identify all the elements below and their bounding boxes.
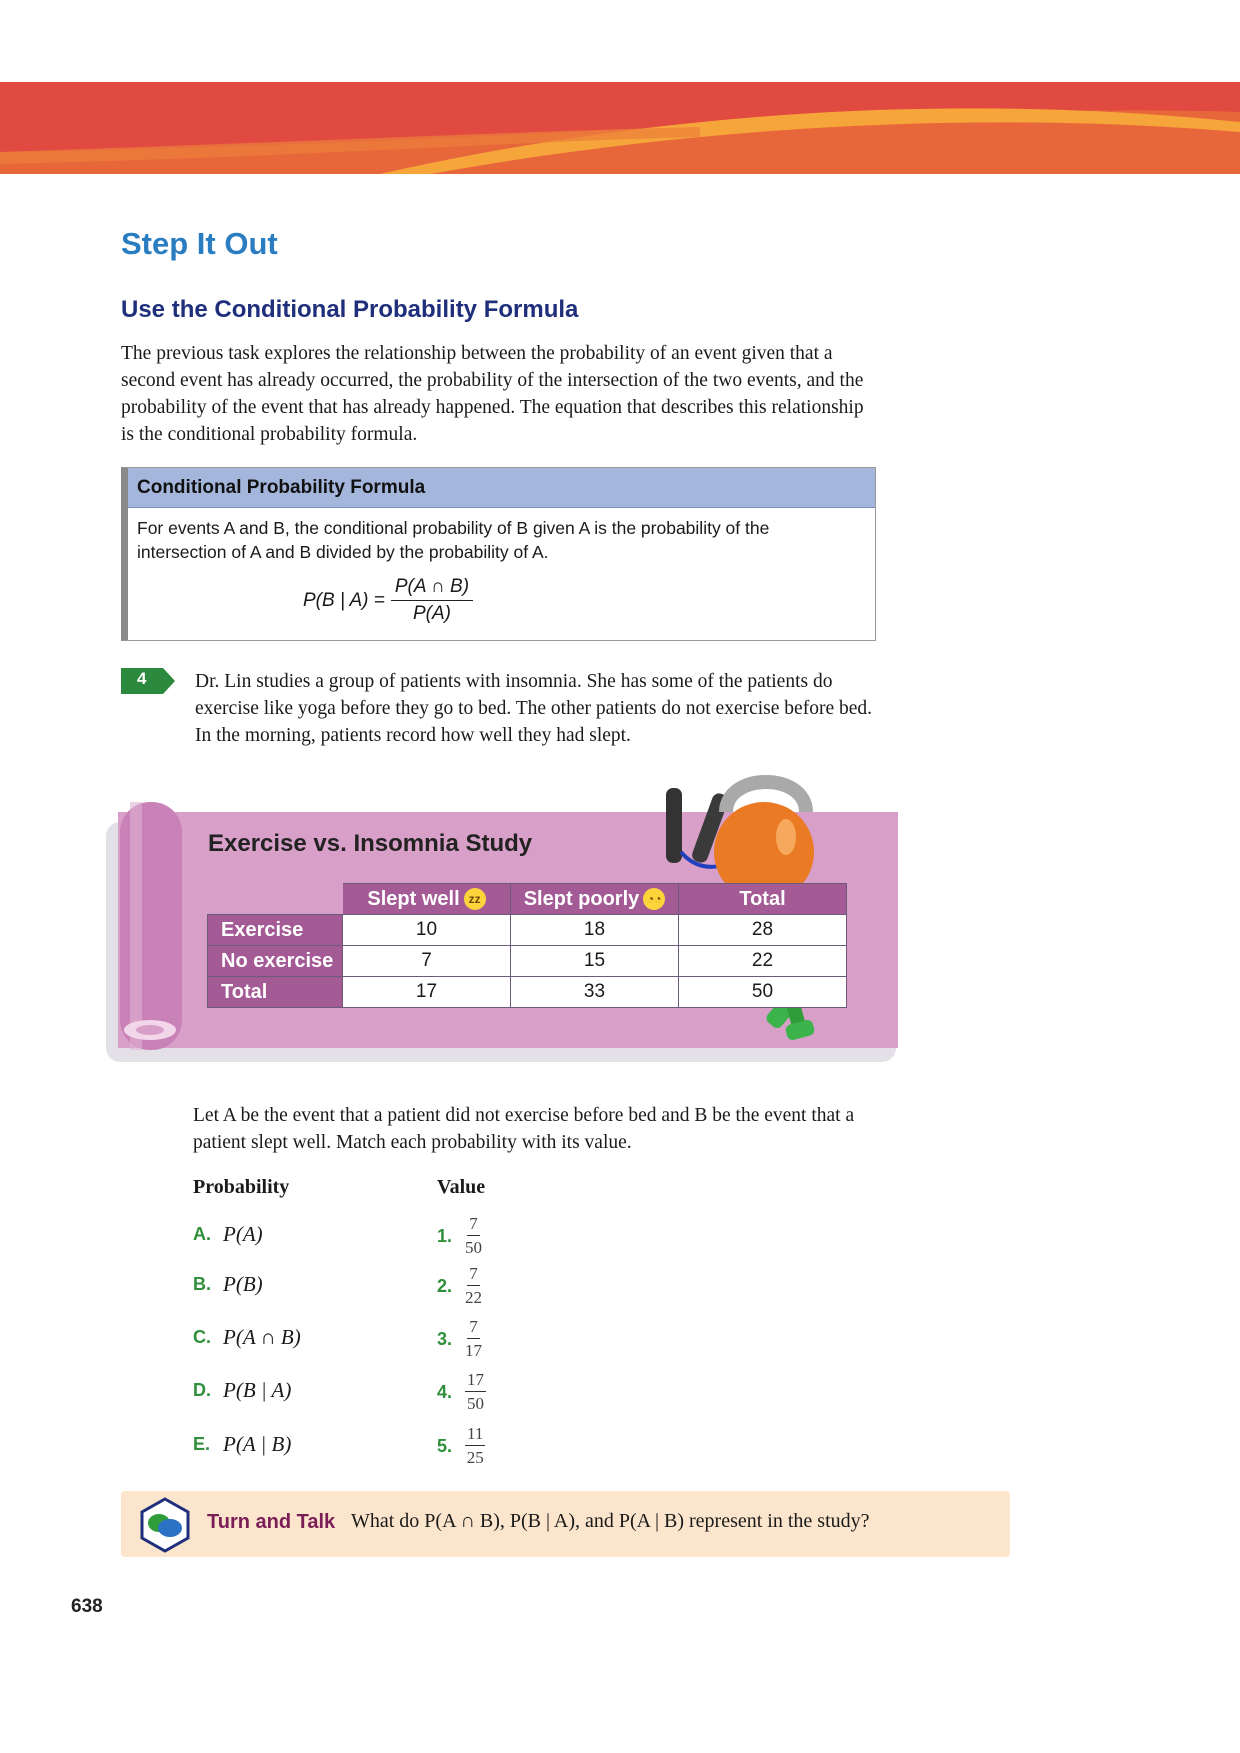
value-numerator: 7: [467, 1264, 480, 1286]
turn-and-talk-box: [121, 1491, 1010, 1557]
item-letter: E.: [193, 1434, 211, 1454]
value-numerator: 7: [467, 1214, 480, 1236]
value-number: 5.: [437, 1435, 453, 1456]
item-expression: P(A | B): [223, 1432, 292, 1456]
section-title: Step It Out: [121, 226, 278, 261]
problem-number: 4: [137, 669, 147, 688]
study-table-title: Exercise vs. Insomnia Study: [208, 830, 533, 857]
value-denominator: 17: [465, 1341, 482, 1360]
row-header: Total: [208, 977, 343, 1008]
subsection-title: Use the Conditional Probability Formula: [121, 296, 579, 323]
item-letter: A.: [193, 1224, 211, 1244]
value-item: [437, 1264, 482, 1308]
row-header: No exercise: [208, 946, 343, 977]
value-item: [437, 1424, 485, 1468]
column-header: Slept well zz: [343, 884, 511, 915]
table-corner: [208, 884, 343, 915]
intro-paragraph: The previous task explores the relationship between the probability of an event given that a second event has already occurred, the probability of the intersection of the two events, and the probability of the event that has already happened. The equation that describes this relationship is the conditional probability formula.: [121, 343, 864, 445]
formula-description: For events A and B, the conditional probability of B given A is the probability of the intersection of A and B divided by the probability of A.: [137, 518, 770, 562]
formula-fraction: [391, 576, 473, 625]
value-denominator: 50: [467, 1394, 484, 1413]
conditional-probability-equation: [303, 576, 473, 625]
probability-item: [193, 1378, 291, 1403]
value-denominator: 22: [465, 1288, 482, 1307]
value-fraction: [465, 1424, 485, 1468]
probability-item: [193, 1272, 263, 1297]
page-number: 638: [71, 1596, 103, 1617]
value-fraction: [465, 1264, 482, 1308]
table-header-row: [208, 884, 847, 915]
formula-box-title: Conditional Probability Formula: [128, 468, 875, 508]
turn-and-talk-label: Turn and Talk: [207, 1511, 336, 1533]
table-cell: 17: [343, 977, 511, 1008]
value-fraction: [465, 1317, 482, 1361]
turn-and-talk-question: What do P(A ∩ B), P(B | A), and P(A | B) represent in the study?: [351, 1510, 870, 1532]
value-item: [437, 1214, 482, 1258]
item-expression: P(A ∩ B): [223, 1325, 301, 1349]
probability-header: Probability: [193, 1176, 290, 1198]
probability-item: [193, 1222, 263, 1247]
table-cell: 50: [679, 977, 847, 1008]
table-cell: 18: [511, 915, 679, 946]
probability-item: [193, 1325, 301, 1350]
value-fraction: [465, 1214, 482, 1258]
sleeping-face-icon: zz: [464, 888, 486, 910]
item-expression: P(B): [223, 1272, 263, 1296]
probability-item: [193, 1432, 291, 1457]
table-cell: 33: [511, 977, 679, 1008]
value-numerator: 17: [465, 1370, 486, 1392]
instructions: Let A be the event that a patient did not exercise before bed and B be the event that a patient slept well. Match each probability with its value.: [193, 1105, 855, 1153]
value-item: [437, 1370, 486, 1414]
table-cell: 22: [679, 946, 847, 977]
table-row: [208, 946, 847, 977]
value-fraction: [465, 1370, 486, 1414]
item-letter: B.: [193, 1274, 211, 1294]
problem-text: Dr. Lin studies a group of patients with insomnia. She has some of the patients do exercise like yoga before they go to bed. The other patients do not exercise before bed. In the morning, patients record how well they had slept.: [195, 671, 873, 746]
formula-denominator: P(A): [412, 603, 451, 624]
value-denominator: 25: [466, 1448, 484, 1467]
formula-lhs: P(B | A) =: [303, 589, 385, 611]
table-cell: 7: [343, 946, 511, 977]
value-numerator: 7: [467, 1317, 480, 1339]
table-cell: 10: [343, 915, 511, 946]
value-denominator: 50: [465, 1238, 482, 1257]
item-expression: P(B | A): [223, 1378, 292, 1402]
value-number: 1.: [437, 1225, 453, 1246]
speech-bubbles-icon: [137, 1497, 193, 1553]
study-table: [207, 883, 847, 1008]
table-row: [208, 915, 847, 946]
table-cell: 15: [511, 946, 679, 977]
tired-face-icon: ◔◔: [643, 888, 665, 910]
header-banner: [0, 82, 1240, 174]
value-header: Value: [437, 1176, 486, 1198]
problem-number-badge: [121, 668, 175, 694]
table-cell: 28: [679, 915, 847, 946]
column-header: Total: [679, 884, 847, 915]
row-header: Exercise: [208, 915, 343, 946]
item-letter: C.: [193, 1327, 211, 1347]
badge-arrow-icon: [121, 668, 175, 694]
value-number: 3.: [437, 1328, 453, 1349]
table-row: [208, 977, 847, 1008]
value-number: 2.: [437, 1275, 453, 1296]
formula-box: [121, 467, 876, 641]
item-letter: D.: [193, 1380, 211, 1400]
column-header: Slept poorly ◔◔: [511, 884, 679, 915]
formula-numerator: P(A ∩ B): [391, 576, 473, 601]
value-item: [437, 1317, 482, 1361]
item-expression: P(A): [223, 1222, 263, 1246]
value-number: 4.: [437, 1381, 453, 1402]
value-numerator: 11: [465, 1424, 485, 1446]
